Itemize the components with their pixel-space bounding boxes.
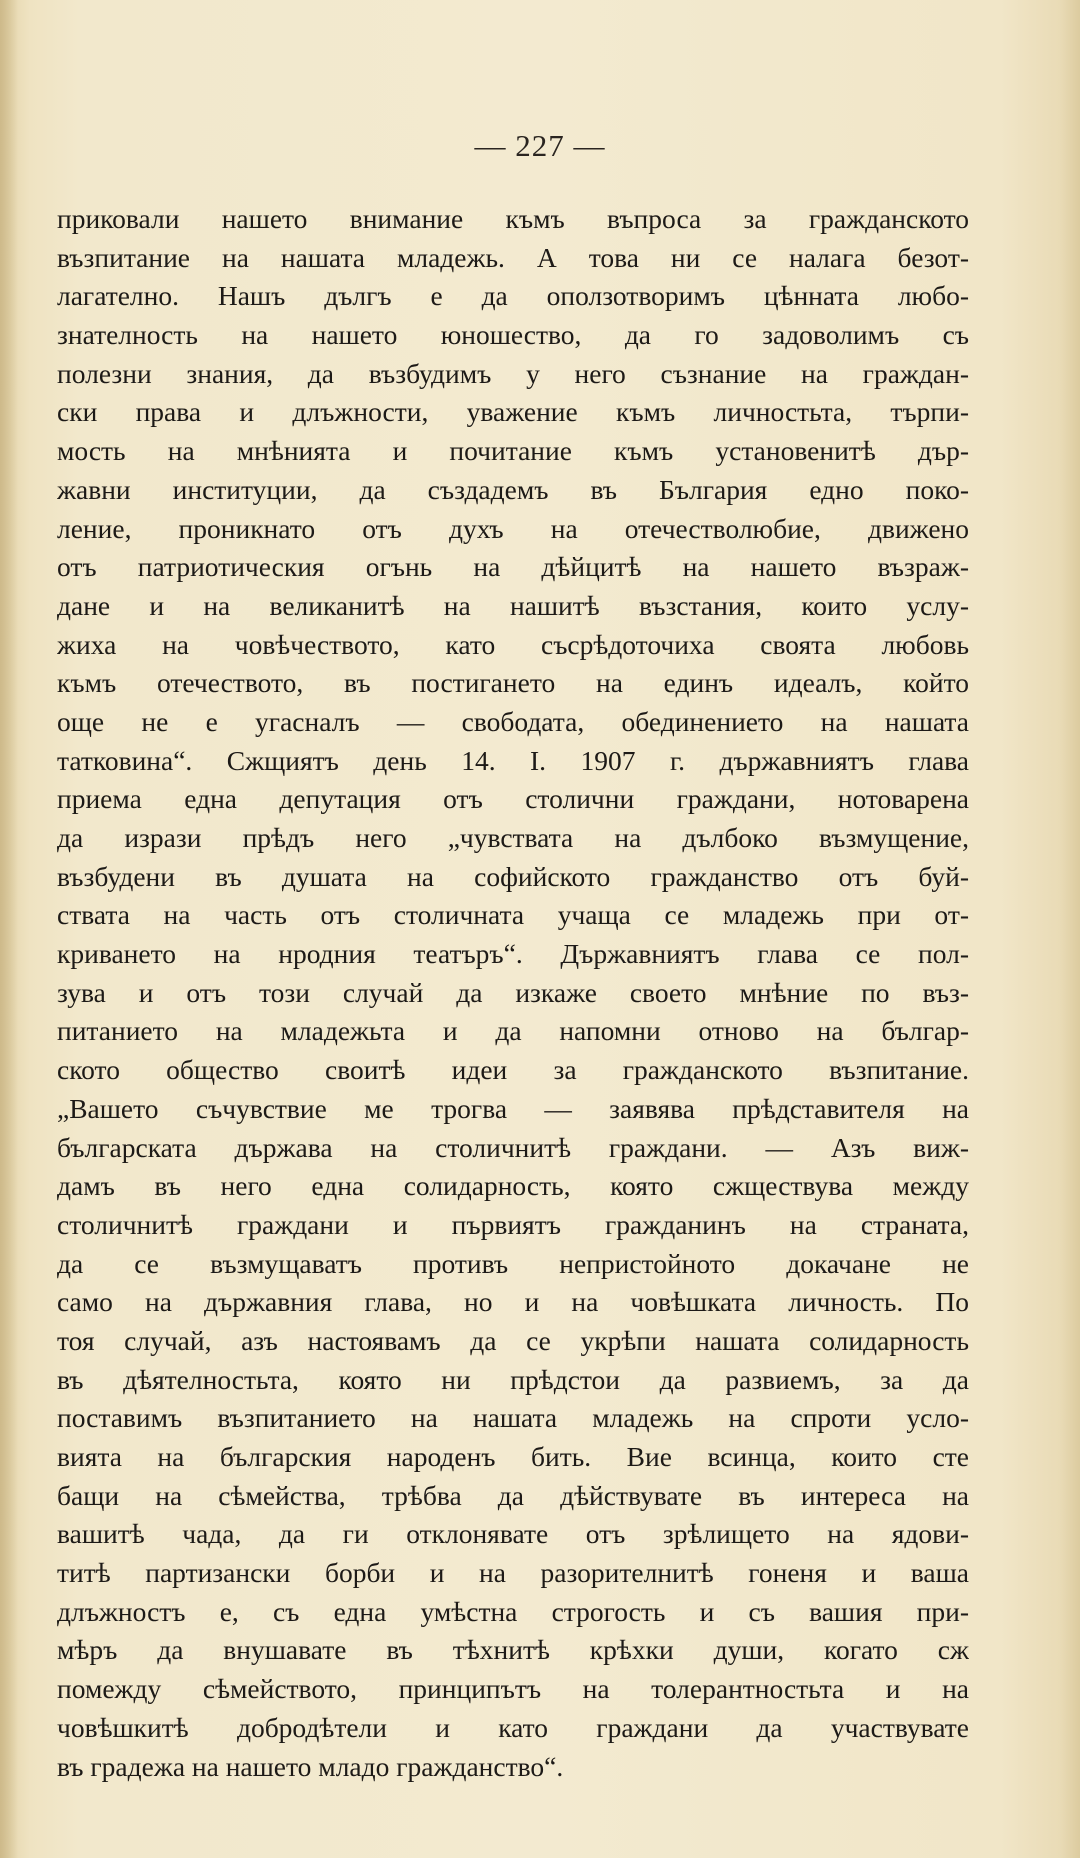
text-line: татковина“. Сжщиятъ день 14. I. 1907 г. държавниятъ глава [57,744,969,776]
text-line: жавни институции, да създадемъ въ България едно поко- [57,473,969,505]
text-line: мость на мнѣнията и почитание къмъ установенитѣ дър- [57,435,969,467]
text-line: въ дѣятелностьта, която ни прѣдстои да развиемъ, за да [57,1363,969,1395]
text-line: вията на българския народенъ бить. Вие всинца, които сте [57,1441,969,1472]
text-line: ското общество своитѣ идеи за гражданското възпитание. [57,1054,969,1086]
text-line: тоя случай, азъ настоявамъ да се укрѣпи нашата солидарность [57,1324,969,1356]
text-line: приема една депутация отъ столични граждани, нотоварена [57,783,969,815]
text-line: възпитание на нашата младежь. А това ни се налага безот- [57,241,969,273]
text-line: още не е угасналъ — свободата, обединението на нашата [57,705,969,737]
text-line: отъ патриотическия огънь на дѣйцитѣ на нашето възраж- [57,551,969,583]
text-line: жиха на човѣчеството, като съсрѣдоточиха своята любовь [57,628,969,660]
text-line: дамъ въ него една солидарность, която сжществува между [57,1170,969,1202]
text-line: възбудени въ душата на софийското гражданство отъ буй- [57,860,969,892]
text-line: да изрази прѣдъ него „чувствата на дълбоко възмущение, [57,822,969,853]
page-gutter-shadow [0,0,18,1858]
text-line: човѣшкитѣ добродѣтели и като граждани да участвувате [57,1711,969,1743]
text-line: ление, проникнато отъ духъ на отечестволюбие, движено [57,512,969,544]
text-line: криването на нродния театъръ“. Държавниятъ глава се пол- [57,938,969,970]
text-line: българската държава на столичнитѣ граждани. — Азъ виж- [57,1131,969,1163]
text-line: титѣ партизански борби и на разорителнитѣ гоненя и ваша [57,1557,969,1589]
text-line: бащи на сѣмейства, трѣбва да дѣйствувате въ интереса на [57,1479,969,1511]
text-line: питанието на младежьта и да напомни отново на българ- [57,1015,969,1047]
text-line: лагателно. Нашъ дългъ е да оползотворимъ цѣнната любо- [57,280,969,312]
text-line: „Вашето съчувствие ме трогва — заявява прѣдставителя на [57,1092,969,1124]
text-line: дане и на великанитѣ на нашитѣ възстания, които услу- [57,589,969,621]
text-line: въ градежа на нашето младо гражданство“. [57,1750,564,1782]
text-line: ствата на часть отъ столичната учаща се младежь при от- [57,899,969,931]
text-line: полезни знания, да възбудимъ у него съзнание на граждан- [57,357,969,389]
text-line: мѣръ да внушавате въ тѣхнитѣ крѣхки души, когато сж [57,1634,969,1666]
text-line: ски права и длъжности, уважение къмъ личностьта, търпи- [57,396,969,428]
text-line: поставимъ възпитанието на нашата младежь на спроти усло- [57,1402,969,1434]
text-line: приковали нашето внимание къмъ въпроса за гражданското [57,203,969,234]
text-line: къмъ отечеството, въ постигането на единъ идеалъ, който [57,667,969,699]
text-line: знателность на нашето юношество, да го задоволимъ съ [57,319,969,351]
page-number: — 227 — [474,128,606,163]
text-line: столичнитѣ граждани и първиятъ гражданинъ на страната, [57,1208,969,1240]
text-line: длъжностъ е, съ една умѣстна строгость и съ вашия при- [57,1595,969,1627]
text-line: зува и отъ този случай да изкаже своето мнѣние по въз- [57,976,969,1008]
text-line: само на държавния глава, но и на човѣшката личность. По [57,1286,969,1318]
body-text [57,200,969,1786]
text-line: да се възмущаватъ противъ непристойното докачане не [57,1247,969,1279]
text-line: помежду сѣмейството, принципътъ на толерантностьта и на [57,1673,969,1705]
text-line: вашитѣ чада, да ги отклонявате отъ зрѣлището на ядови- [57,1518,969,1550]
